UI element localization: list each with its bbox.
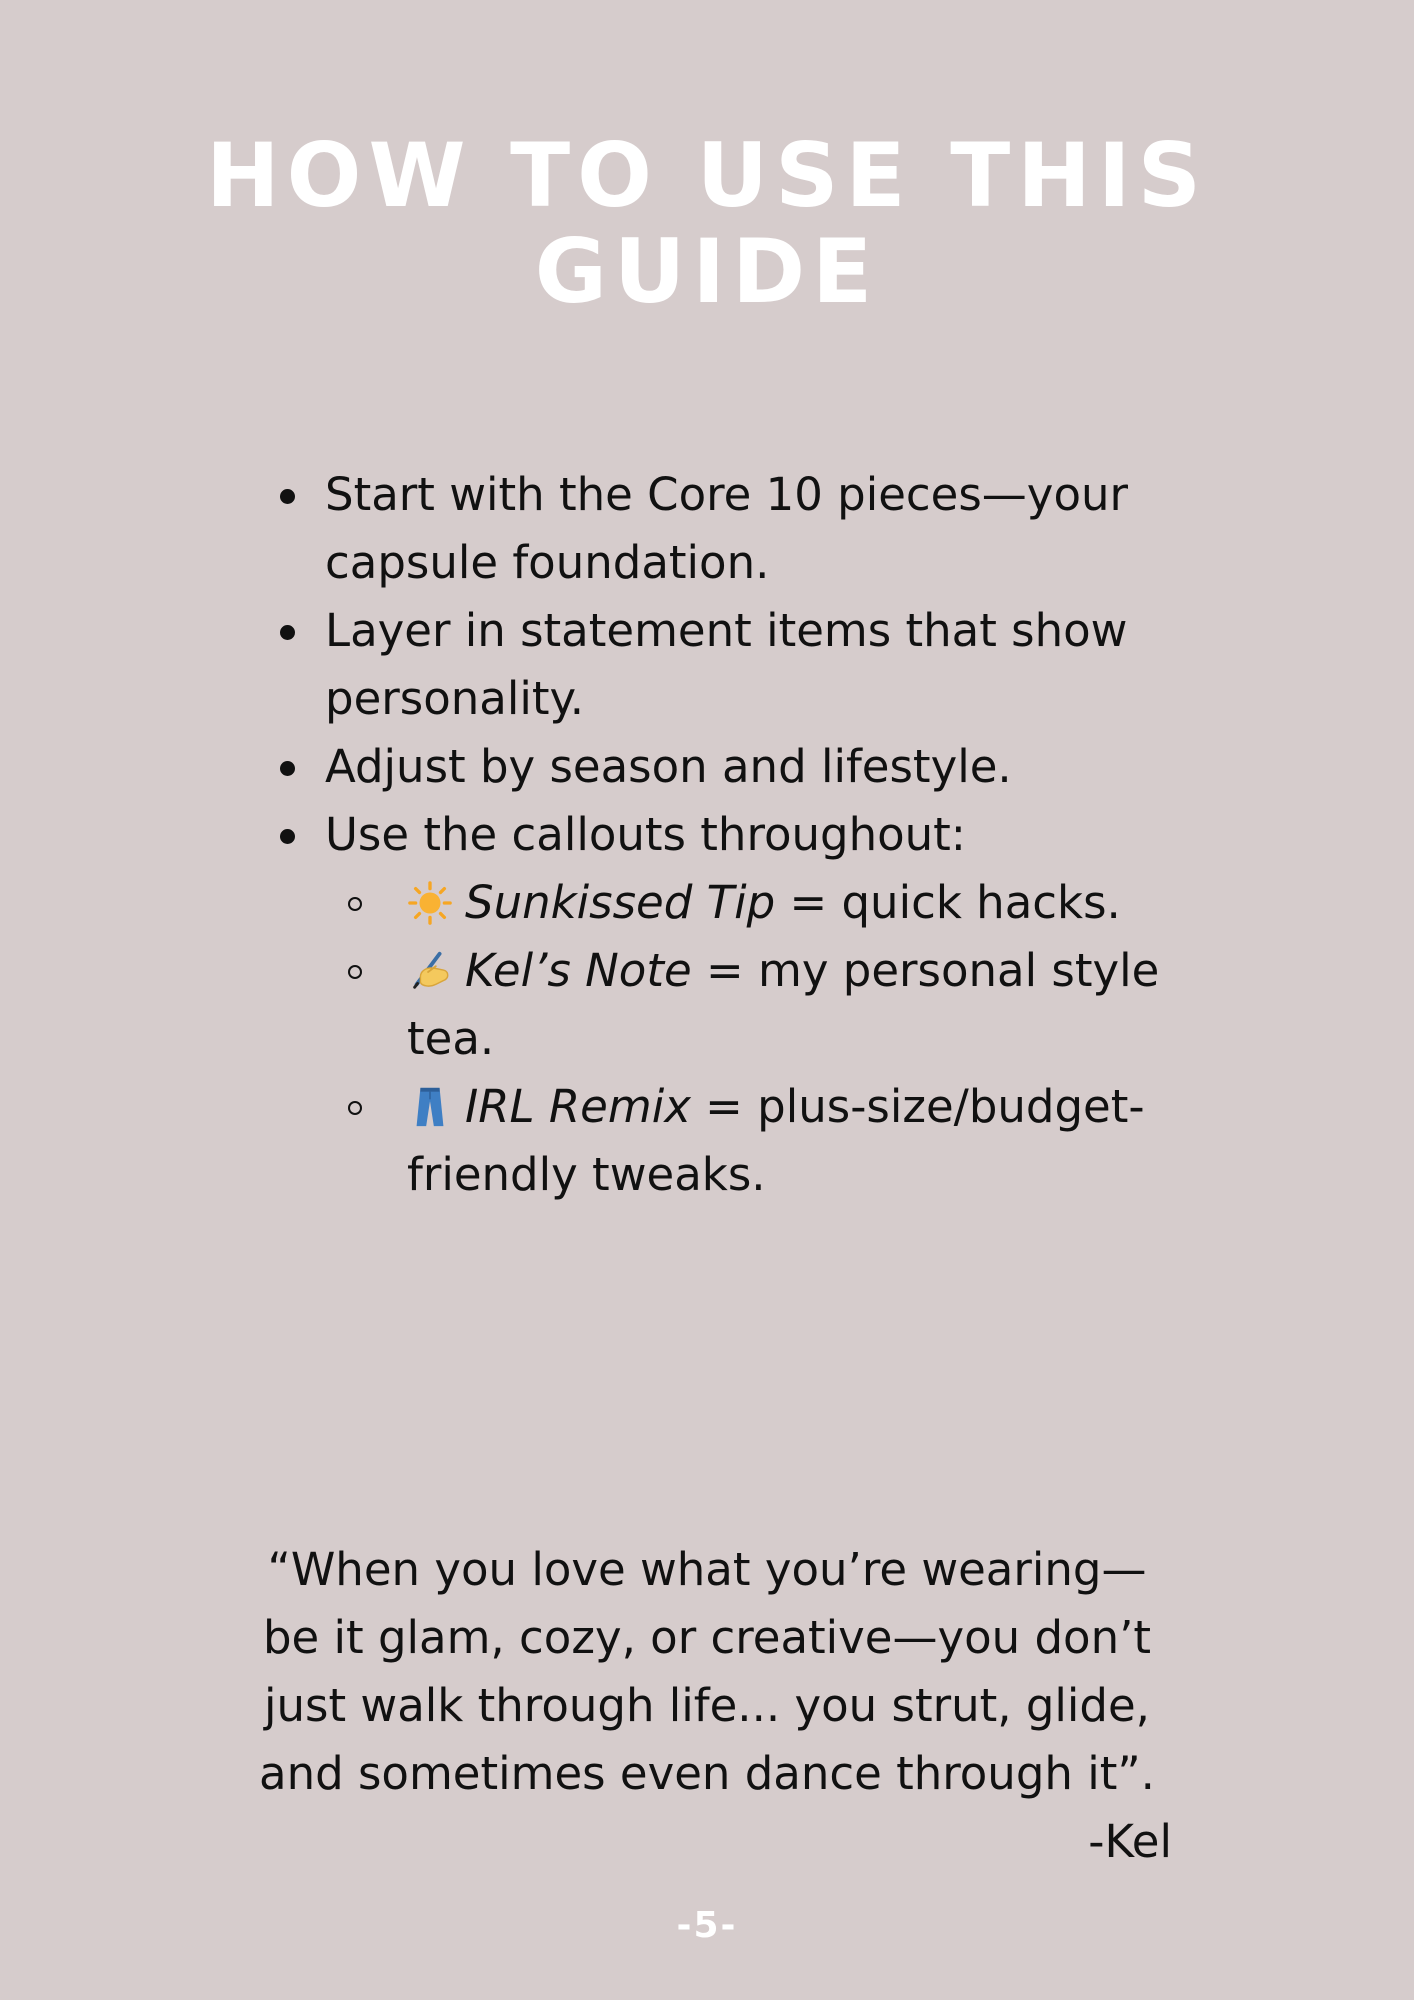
quote-line: and sometimes even dance through it”. bbox=[259, 1747, 1155, 1800]
callout-item-irl-remix bbox=[325, 1073, 1197, 1209]
list-item-text: Adjust by season and lifestyle. bbox=[325, 740, 1012, 793]
page-title-line-1: HOW TO USE THIS bbox=[205, 124, 1208, 227]
jeans-icon bbox=[407, 1084, 453, 1130]
callout-name: IRL Remix bbox=[465, 1080, 691, 1133]
list-item bbox=[264, 801, 1184, 1209]
page-number: -5- bbox=[676, 1905, 738, 1946]
quote-block bbox=[238, 1536, 1176, 1808]
callout-desc: = plus-size/budget-friendly tweaks. bbox=[407, 1080, 1145, 1201]
callout-name: Kel’s Note bbox=[465, 944, 692, 997]
callout-desc: = my personal style tea. bbox=[407, 944, 1160, 1065]
sun-icon bbox=[407, 880, 453, 926]
list-item bbox=[264, 597, 1184, 733]
bullet-ring bbox=[348, 965, 362, 979]
bullet-dot bbox=[280, 489, 295, 504]
bullet-ring bbox=[348, 1101, 362, 1115]
callout-name: Sunkissed Tip bbox=[465, 876, 776, 929]
bullet-ring bbox=[348, 897, 362, 911]
page-title-line-2: GUIDE bbox=[534, 220, 880, 323]
callout-item-sunkissed-tip bbox=[325, 869, 1197, 937]
list-item bbox=[264, 461, 1184, 597]
bullet-dot bbox=[280, 829, 295, 844]
page-title bbox=[0, 124, 1414, 323]
instructions-list bbox=[264, 461, 1184, 1209]
list-item-text: Start with the Core 10 pieces—your capsule foundation. bbox=[325, 468, 1128, 589]
quote-line: be it glam, cozy, or creative—you don’t bbox=[262, 1611, 1152, 1664]
bullet-dot bbox=[280, 625, 295, 640]
quote-line: “When you love what you’re wearing— bbox=[267, 1543, 1147, 1596]
quote-line: just walk through life... you strut, glide, bbox=[263, 1679, 1150, 1732]
list-item bbox=[264, 733, 1184, 801]
callout-desc: = quick hacks. bbox=[775, 876, 1121, 929]
list-item-text: Use the callouts throughout: bbox=[325, 808, 966, 861]
callouts-list bbox=[325, 869, 1184, 1209]
list-item-text: Layer in statement items that show personality. bbox=[325, 604, 1128, 725]
bullet-dot bbox=[280, 761, 295, 776]
writing-hand-icon bbox=[407, 948, 453, 994]
callout-item-kels-note bbox=[325, 937, 1197, 1073]
quote-author: -Kel bbox=[1088, 1815, 1172, 1868]
